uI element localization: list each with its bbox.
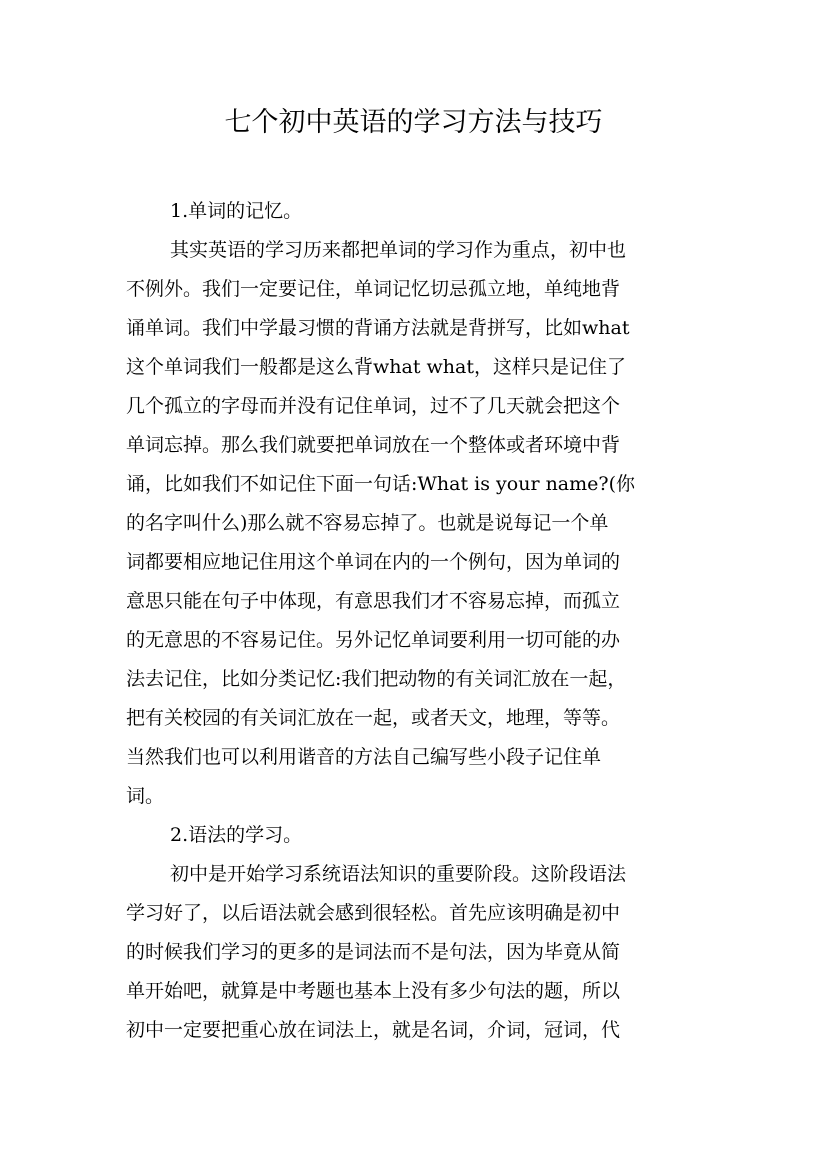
paragraph-line: 的名字叫什么)那么就不容易忘掉了。也就是说每记一个单 [126,512,609,534]
paragraph-line: 词都要相应地记住用这个单词在内的一个例句，因为单词的 [126,551,621,573]
paragraph-line: 这个单词我们一般都是这么背what what，这样只是记住了 [126,356,626,378]
paragraph-line: 初中是开始学习系统语法知识的重要阶段。这阶段语法 [170,863,627,885]
paragraph-line: 学习好了，以后语法就会感到很轻松。首先应该明确是初中 [126,902,621,924]
document-title: 七个初中英语的学习方法与技巧 [224,107,603,138]
paragraph-line: 初中一定要把重心放在词法上，就是名词，介词，冠词，代 [126,1019,621,1041]
paragraph-line: 当然我们也可以利用谐音的方法自己编写些小段子记住单 [126,746,602,768]
paragraph-line: 几个孤立的字母而并没有记住单词，过不了几天就会把这个 [126,395,621,417]
paragraph-line: 法去记住，比如分类记忆:我们把动物的有关词汇放在一起， [126,668,627,690]
paragraph-line: 单开始吧，就算是中考题也基本上没有多少句法的题，所以 [126,980,621,1002]
paragraph-line: 意思只能在句子中体现，有意思我们才不容易忘掉，而孤立 [126,590,621,612]
section-heading-vocabulary: 1.单词的记忆。 [170,200,303,222]
paragraph-line: 的时候我们学习的更多的是词法而不是句法，因为毕竟从简 [126,941,621,963]
paragraph-line: 诵单词。我们中学最习惯的背诵方法就是背拼写，比如what [126,317,630,339]
paragraph-line: 诵，比如我们不如记住下面一句话:What is your name?(你 [126,473,635,495]
paragraph-line: 词。 [126,785,165,807]
paragraph-line: 把有关校园的有关词汇放在一起，或者天文，地理，等等。 [126,707,621,729]
paragraph-line: 其实英语的学习历来都把单词的学习作为重点，初中也 [170,239,627,261]
paragraph-line: 不例外。我们一定要记住，单词记忆切忌孤立地，单纯地背 [126,278,621,300]
paragraph-line: 的无意思的不容易记住。另外记忆单词要利用一切可能的办 [126,629,621,651]
section-heading-grammar: 2.语法的学习。 [170,824,303,846]
paragraph-line: 单词忘掉。那么我们就要把单词放在一个整体或者环境中背 [126,434,621,456]
